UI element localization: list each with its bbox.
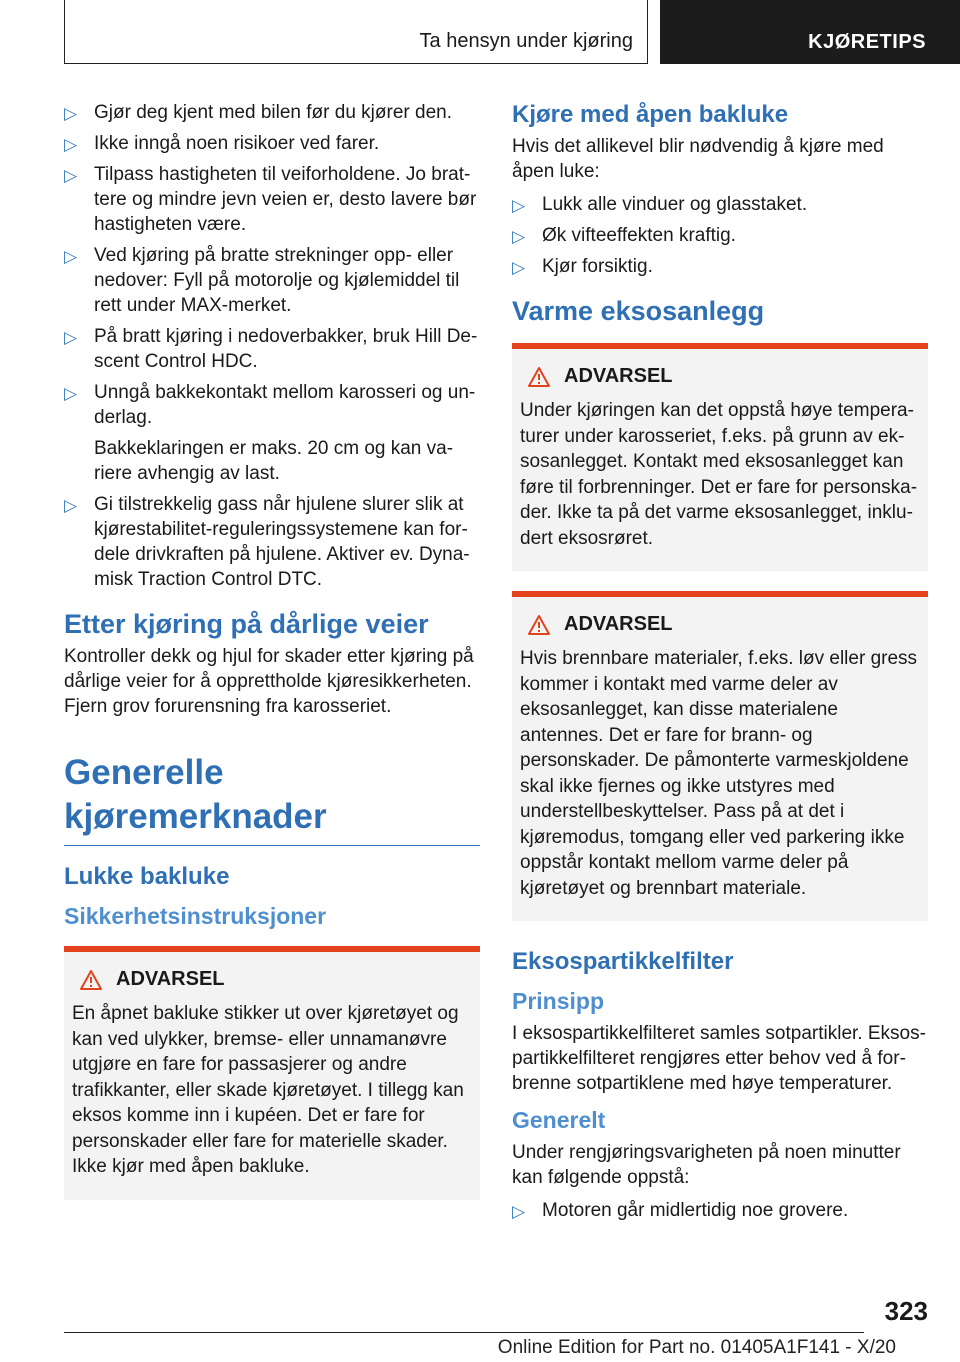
heading-open-tailgate: Kjøre med åpen bakluke xyxy=(512,101,789,128)
heading-close-tailgate: Lukke bakluke xyxy=(64,863,230,890)
paragraph-principle: I eksospartikkelfilteret samles sotpartikler. Eksospartikkelfilteret rengjøres etter behov ved å forbrenne sotpartiklene med høye temperaturer. xyxy=(512,1023,926,1094)
triangle-right-icon: ▷ xyxy=(512,1202,526,1221)
heading-principle: Prinsipp xyxy=(512,988,605,1014)
warning-triangle-icon xyxy=(528,615,550,635)
warning-text: Under kjøringen kan det oppstå høye temperaturer under karosseriet, f.eks. på grunn av eksosanlegget. Kontakt med eksosanlegget kan føre til forbrenninger. Det er fare for personskader. Ikke ta på det varme eksosanlegget, inkludert eksosrøret. xyxy=(520,400,918,549)
header-chapter xyxy=(660,0,960,64)
header-section-title: Ta hensyn under kjøring xyxy=(419,30,633,52)
triangle-right-icon: ▷ xyxy=(64,496,78,515)
chapter-title: Generelle kjøremerknader xyxy=(64,751,480,846)
list-item: ▷ Øk vifteeffekten kraftig. xyxy=(512,223,928,248)
heading-dpf: Eksospartikkelfilter xyxy=(512,948,734,975)
warning-label: ADVARSEL xyxy=(564,365,673,387)
list-item: ▷ Motoren går midlertidig noe grovere. xyxy=(512,1198,928,1223)
warning-box-tailgate xyxy=(64,946,480,1200)
list-item: ▷ Ikke inngå noen risikoer ved farer. xyxy=(64,131,480,156)
triangle-right-icon: ▷ xyxy=(64,135,78,154)
bullet-list-driving xyxy=(64,100,480,430)
triangle-right-icon: ▷ xyxy=(64,384,78,403)
warning-label: ADVARSEL xyxy=(564,613,673,635)
triangle-right-icon: ▷ xyxy=(64,247,78,266)
triangle-right-icon: ▷ xyxy=(512,258,526,277)
paragraph-general: Under rengjøringsvarigheten på noen minutter kan følgende oppstå: xyxy=(512,1142,901,1188)
triangle-right-icon: ▷ xyxy=(64,104,78,123)
list-item: ▷ Tilpass hastigheten til veiforholdene. Jo brattere og mindre jevn veien er, desto lavere bør hastigheten være. xyxy=(64,164,477,235)
list-item: ▷ Gjør deg kjent med bilen før du kjører den. xyxy=(64,100,480,125)
heading-safety: Sikkerhetsinstruksjoner xyxy=(64,903,327,929)
left-column xyxy=(64,100,480,1220)
list-item: ▷ Lukk alle vinduer og glasstaket. xyxy=(512,192,928,217)
warning-header xyxy=(520,365,920,388)
list-item: ▷ På bratt kjøring i nedoverbakker, bruk Hill Descent Control HDC. xyxy=(64,326,478,372)
triangle-right-icon: ▷ xyxy=(512,227,526,246)
triangle-right-icon: ▷ xyxy=(64,328,78,347)
heading-hot-exhaust: Varme eksosanlegg xyxy=(512,296,765,326)
bullet-list-traction xyxy=(64,492,480,592)
warning-box-flammable xyxy=(512,591,928,921)
list-item: ▷ Unngå bakkekontakt mellom karosseri og underlag. xyxy=(64,382,476,428)
right-column xyxy=(512,100,928,1229)
warning-header xyxy=(72,968,472,991)
heading-general: Generelt xyxy=(512,1107,606,1133)
list-item: ▷ Gi tilstrekkelig gass når hjulene slurer slik at kjørestabilitet-reguleringssystemene kan fordele drivkraften på hjulene. Aktiver ev. Dynamisk Traction Control DTC. xyxy=(64,494,470,590)
warning-header xyxy=(520,613,920,636)
warning-triangle-icon xyxy=(528,367,550,387)
warning-triangle-icon xyxy=(80,970,102,990)
footer-edition: Online Edition for Part no. 01405A1F141 - X/20 xyxy=(497,1337,896,1358)
paragraph-bad-roads: Kontroller dekk og hjul for skader etter kjøring på dårlige veier for å opprettholde kjøresikkerheten. Fjern grov forurensning fra karosseriet. xyxy=(64,646,474,717)
header-chapter-title: KJØRETIPS xyxy=(808,31,926,53)
footer-divider xyxy=(64,1332,864,1333)
header-section xyxy=(64,0,648,64)
page-number: 323 xyxy=(884,1296,928,1326)
warning-label: ADVARSEL xyxy=(116,968,225,990)
heading-bad-roads: Etter kjøring på dårlige veier xyxy=(64,609,429,639)
bullet-list-open-tailgate xyxy=(512,192,928,279)
warning-text: En åpnet bakluke stikker ut over kjøretøyet og kan ved ulykker, bremse- eller unnamanøvre utgjøre en fare for passasjerer og andre trafikkanter, eller skade kjøretøyet. I tillegg kan eksos komme inn i kupéen. Det er fare for personskader eller fare for materielle skader. Ikke kjør med åpen bakluke. xyxy=(72,1003,464,1177)
paragraph-open-tailgate: Hvis det allikevel blir nødvendig å kjøre med åpen luke: xyxy=(512,136,884,182)
list-item: ▷ Kjør forsiktig. xyxy=(512,254,928,279)
triangle-right-icon: ▷ xyxy=(64,166,78,185)
bullet-list-general xyxy=(512,1198,928,1223)
warning-box-exhaust-heat xyxy=(512,343,928,571)
triangle-right-icon: ▷ xyxy=(512,196,526,215)
warning-text: Hvis brennbare materialer, f.eks. løv eller gress kommer i kontakt med varme deler av eksosanlegget, kan disse materialene antennes. Det er fare for brann- og personskader. De påmonterte varmeskjoldene skal ikke fjernes og ikke utstyres med understellbeskyttelser. Pass på at det i kjøremodus, tomgang eller ved parkering ikke oppstår kontakt mellom varme deler på kjøretøyet og brennbart materiale. xyxy=(520,648,918,899)
bullet-continuation: Bakkeklaringen er maks. 20 cm og kan variere avhengig av last. xyxy=(94,438,454,484)
list-item: ▷ Ved kjøring på bratte strekninger opp- eller nedover: Fyll på motorolje og kjølemiddel til rett under MAX-merket. xyxy=(64,245,460,316)
